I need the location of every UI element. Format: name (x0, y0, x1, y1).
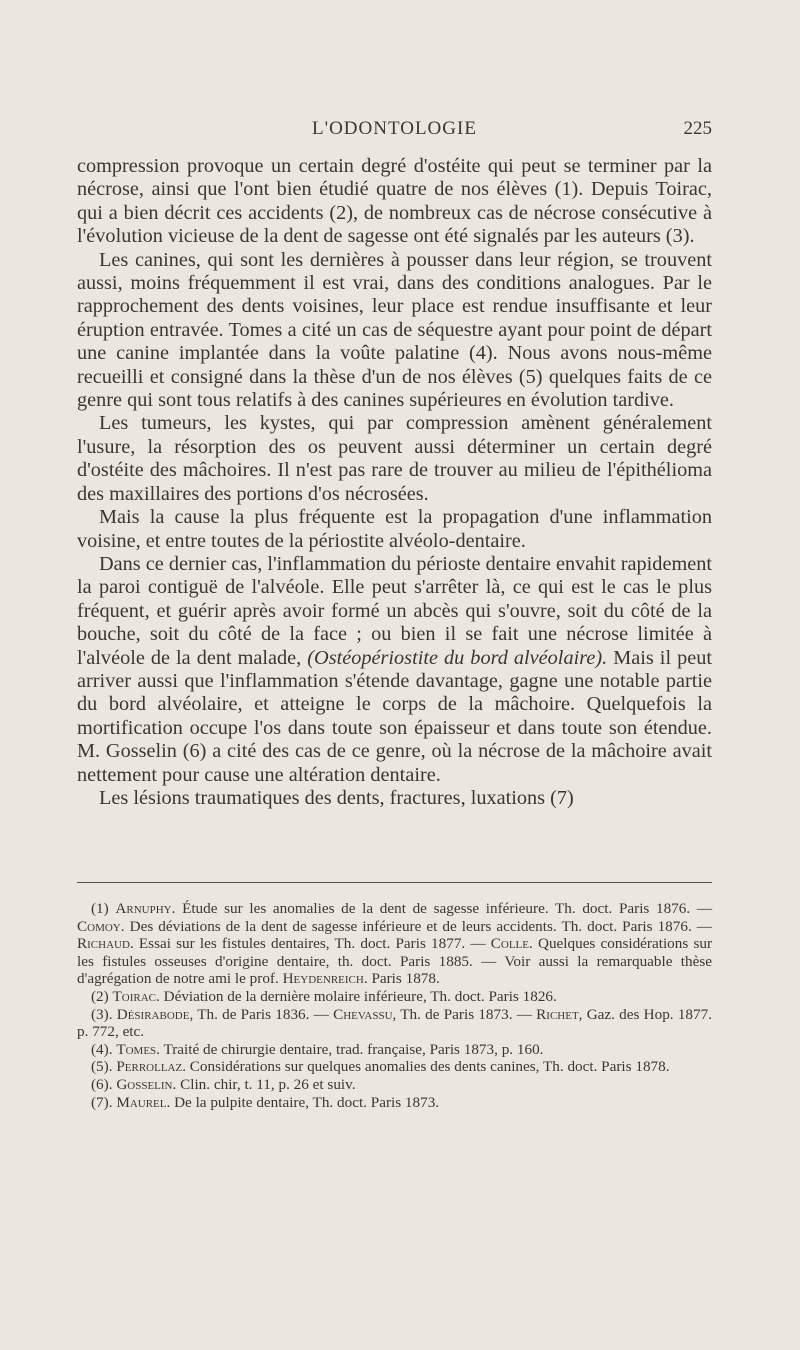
footnote (77, 1076, 712, 1094)
footnote-text: Traité de chirurgie dentaire, trad. française, Paris 1873, p. 160. (163, 1040, 544, 1058)
paragraph-text: Dans ce dernier cas, l'inflammation du périoste dentaire envahit rapidement la paroi contiguë de l'alvéole. Elle peut s'arrêter là, ce qui est le cas le plus fréquent, et guérir après avoir formé un abcès qui s'ouvre, soit du côté de la bouche, soit du côté de la face ; ou bien il se fait une nécrose limitée à l'alvéole de la dent malade, (77, 552, 712, 669)
paragraph: Les tumeurs, les kystes, qui par compression amènent généralement l'usure, la résorption des os peuvent aussi déterminer un certain degré d'ostéite des mâchoires. Il n'est pas rare de trouver au milieu de l'épithélioma des maxillaires des portions d'os nécrosées. (77, 412, 712, 505)
italic-term: (Ostéopériostite du bord alvéolaire). (307, 646, 608, 669)
footnote-author: Richaud. (77, 935, 134, 953)
footnote-author: Toirac. (112, 987, 160, 1005)
footnote-author: Perrollaz. (116, 1058, 186, 1076)
footnote-author: Richet, (536, 1005, 583, 1023)
footnote-divider (77, 882, 712, 883)
paragraph-text: Mais il peut arriver aussi que l'inflammation s'étende davantage, gagne une notable partie du bord alvéolaire, et atteigne le corps de la mâchoire. Quelquefois la mortification occupe l'os dans toute son épaisseur et dans toute son étendue. M. Gosselin (6) a cité des cas de ce genre, où la nécrose de la mâchoire avait nettement pour cause une altération dentaire. (77, 646, 713, 786)
footnote-author: Colle. (490, 935, 533, 953)
footnote-text: Essai sur les fistules dentaires, Th. doct. Paris 1877. — (138, 935, 486, 953)
running-header (77, 118, 712, 142)
footnote-mark: (6). (91, 1075, 113, 1093)
footnote-text: De la pulpite dentaire, Th. doct. Paris 1873. (174, 1093, 440, 1111)
page-number: 225 (683, 118, 712, 139)
footnote-author: Désirabode, (116, 1005, 194, 1023)
footnote (77, 900, 712, 988)
footnote-mark: (2) (91, 987, 109, 1005)
footnote-mark: (1) (91, 900, 109, 917)
footnote (77, 1041, 712, 1059)
footnote-author: Arnuphy. (115, 900, 176, 917)
footnote-author: Heydenreich. (282, 970, 368, 988)
footnote (77, 1058, 712, 1076)
footnote (77, 1006, 712, 1041)
footnote-author: Comoy. (77, 917, 125, 935)
footnote-text: Étude sur les anomalies de la dent de sagesse inférieure. Th. doct. Paris 1876. — (182, 900, 713, 917)
paragraph: Les canines, qui sont les dernières à pousser dans leur région, se trouvent aussi, moins fréquemment il est vrai, dans des conditions analogues. Par le rapprochement des dents voisines, leur place est rendue insuffisante et leur éruption entravée. Tomes a cité un cas de séquestre ayant pour point de départ une canine implantée dans la voûte palatine (4). Nous avons nous-même recueilli et consigné dans la thèse d'un de nos élèves (5) quelques faits de ce genre qui sont tous relatifs à des canines supérieures en évolution tardive. (77, 248, 712, 412)
paragraph: compression provoque un certain degré d'ostéite qui peut se terminer par la nécrose, ainsi que l'ont bien étudié quatre de nos élèves (1). Depuis Toirac, qui a bien décrit ces accidents (2), de nombreux cas de nécrose consécutive à l'évolution vicieuse de la dent de sagesse ont été signalés par les auteurs (3). (77, 155, 712, 248)
paragraph (77, 553, 712, 787)
footnote-text: Th. de Paris 1836. — (197, 1005, 329, 1023)
paragraph: Les lésions traumatiques des dents, fractures, luxations (7) (99, 786, 574, 809)
footnote-mark: (4). (91, 1040, 113, 1058)
footnote-mark: (5). (91, 1058, 113, 1076)
footnote-mark: (3). (91, 1005, 113, 1023)
footnote-text: Déviation de la dernière molaire inférieure, Th. doct. Paris 1826. (163, 987, 557, 1005)
footnote-text: Clin. chir, t. 11, p. 26 et suiv. (180, 1075, 356, 1093)
footnote-text: Quelques considérations sur les fistules osseuses d'origine dentaire, th. doct. Paris 1885. — Voir aussi la remarquable thèse d'agrégation de notre ami le prof. (77, 935, 712, 988)
footnote-text: Th. de Paris 1873. — (400, 1005, 532, 1023)
footnote-text: Paris 1878. (371, 970, 440, 988)
footnote-author: Chevassu, (333, 1005, 397, 1023)
footnote-author: Gosselin. (116, 1075, 177, 1093)
footnote-text: Des déviations de la dent de sagesse inférieure et de leurs accidents. Th. doct. Paris 1876. — (129, 917, 712, 935)
footnote (77, 988, 712, 1006)
footnote-author: Tomes. (116, 1040, 160, 1058)
footnote (77, 1094, 712, 1112)
footnote-text: Considérations sur quelques anomalies des dents canines, Th. doct. Paris 1878. (189, 1058, 670, 1076)
running-title: L'ODONTOLOGIE (312, 118, 477, 139)
footnote-mark: (7). (91, 1093, 113, 1111)
paragraph: Mais la cause la plus fréquente est la propagation d'une inflammation voisine, et entre toutes de la périostite alvéolo-dentaire. (77, 506, 712, 552)
main-text (77, 155, 712, 810)
footnotes (77, 900, 712, 1111)
footnote-author: Maurel. (116, 1093, 171, 1111)
footnote-text: Gaz. des Hop. 1877. p. 772, etc. (77, 1005, 712, 1041)
